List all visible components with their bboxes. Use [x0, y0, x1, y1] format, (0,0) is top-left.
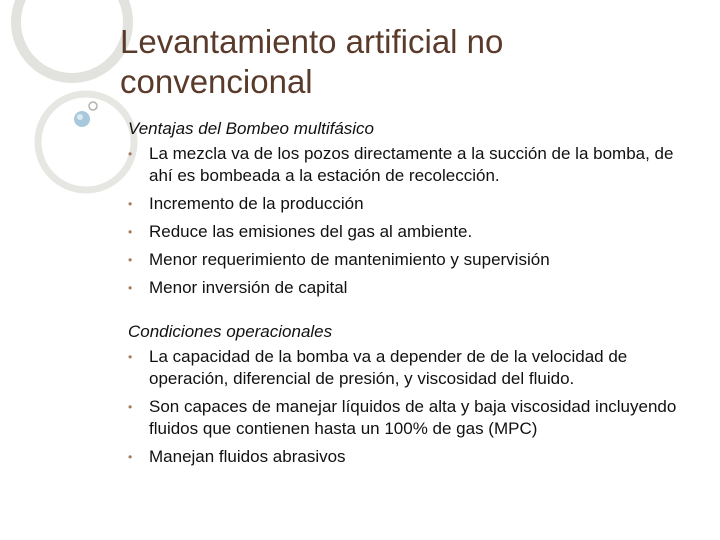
- bullet-item: [128, 143, 698, 187]
- bullet-text: La mezcla va de los pozos directamente a la succión de la bomba, de ahí es bombeada a la estación de recolección.: [149, 144, 674, 185]
- title-line-2: convencional: [120, 63, 313, 101]
- bullet-icon: •: [128, 350, 133, 364]
- bullet-item: [128, 221, 698, 243]
- slide-content: [128, 118, 698, 490]
- decorative-medium-ring: [38, 94, 134, 190]
- bullet-icon: •: [128, 281, 133, 295]
- bullet-item: [128, 396, 698, 440]
- bullet-icon: •: [128, 147, 133, 161]
- bullet-text: Menor inversión de capital: [149, 278, 348, 297]
- bullet-text: Menor requerimiento de mantenimiento y supervisión: [149, 250, 550, 269]
- bullet-text: Incremento de la producción: [149, 194, 364, 213]
- bullet-icon: •: [128, 450, 133, 464]
- bullet-item: [128, 193, 698, 215]
- bullet-text: Manejan fluidos abrasivos: [149, 447, 346, 466]
- bullet-icon: •: [128, 225, 133, 239]
- section-condiciones: [128, 321, 698, 468]
- bullet-item: [128, 346, 698, 390]
- bullet-icon: •: [128, 197, 133, 211]
- decorative-blue-dot-highlight: [77, 114, 83, 120]
- bullet-text: Son capaces de manejar líquidos de alta y baja viscosidad incluyendo fluidos que contienen hasta un 100% de gas (MPC): [149, 397, 677, 438]
- bullet-text: La capacidad de la bomba va a depender de de la velocidad de operación, diferencial de presión, y viscosidad del fluido.: [149, 347, 628, 388]
- decorative-large-ring: [16, 0, 128, 78]
- bullet-icon: •: [128, 253, 133, 267]
- section-heading: Condiciones operacionales: [128, 322, 333, 341]
- bullet-item: [128, 249, 698, 271]
- decorative-small-ring: [89, 102, 97, 110]
- decorative-circles: [0, 0, 140, 210]
- bullet-list: [128, 346, 698, 468]
- section-ventajas: [128, 118, 698, 299]
- bullet-item: [128, 446, 698, 468]
- bullet-list: [128, 143, 698, 299]
- bullet-icon: •: [128, 400, 133, 414]
- bullet-item: [128, 277, 698, 299]
- bullet-text: Reduce las emisiones del gas al ambiente.: [149, 222, 473, 241]
- section-heading: Ventajas del Bombeo multifásico: [128, 119, 375, 138]
- slide-title: [120, 22, 700, 103]
- title-line-1: Levantamiento artificial no: [120, 23, 504, 60]
